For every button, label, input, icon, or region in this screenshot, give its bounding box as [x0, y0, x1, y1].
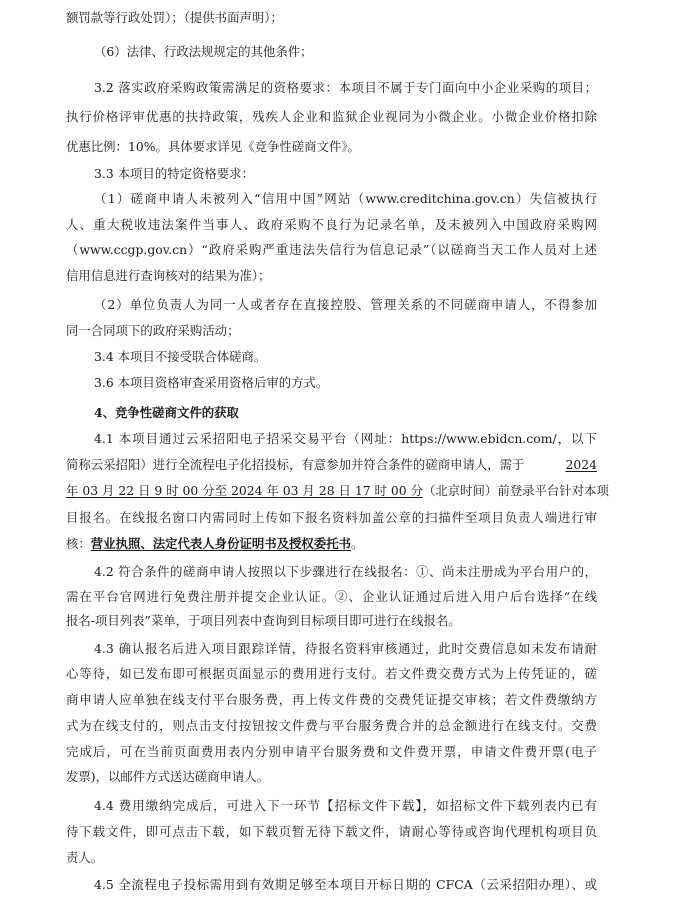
- text-line: 3.6 本项目资格审查采用资格后审的方式。: [94, 375, 329, 390]
- text-line-segment: 简称云采招阳）进行全流程电子化招投标，有意参加并符合条件的磋商申请人，需于: [66, 457, 525, 472]
- text-line: 心等待，如已发布即可根据页面显示的费用进行支付。若文件费交费方式为上传凭证的，磋: [66, 666, 597, 681]
- text-line-segment: （北京时间）前登录平台针对本项: [422, 483, 609, 498]
- text-line: （1）磋商申请人未被列入“信用中国”网站（www.creditchina.gov.cn）失信被执行: [94, 191, 597, 206]
- text-line: 4.2 符合条件的磋商申请人按照以下步骤进行在线报名：①、尚未注册成为平台用户的，: [94, 564, 597, 579]
- text-line: 发票)，以邮件方式送达磋商申请人。: [66, 769, 270, 784]
- text-line: 需在平台官网进行免费注册并提交企业认证。②、企业认证通过后进入用户后台选择“在线: [66, 589, 597, 604]
- text-line: （6）法律、行政法规规定的其他条件；: [94, 44, 313, 59]
- text-line: 待下载文件，即可点击下载，如下载页暂无待下载文件，请耐心等待或咨询代理机构项目负: [66, 824, 597, 839]
- text-line: 人、重大税收违法案件当事人、政府采购不良行为记录名单，及未被列入中国政府采购网: [66, 217, 597, 232]
- text-line: （www.ccgp.gov.cn）“政府采购严重违法失信行为信息记录”（以磋商当天工作人员对上述: [66, 242, 597, 257]
- text-line: 4.3 确认报名后进入项目跟踪详情，待报名资料审核通过，此时交费信息如未发布请耐: [94, 641, 597, 656]
- required-documents: 营业执照、法定代表人身份证明书及授权委托书: [90, 536, 351, 551]
- text-line-segment: 。: [350, 536, 364, 551]
- text-line: 目报名。在线报名窗口内需同时上传如下报名资料加盖公章的扫描件至项目负责人端进行审: [66, 510, 597, 525]
- text-line: 4.5 全流程电子投标需用到有效期足够至本项目开标日期的 CFCA（云采招阳办理）、或: [94, 877, 597, 892]
- section-heading: 4、竞争性磋商文件的获取: [94, 405, 239, 420]
- text-line: 4.4 费用缴纳完成后，可进入下一环节【招标文件下载】，如招标文件下载列表内已有: [94, 798, 597, 813]
- text-line: 完成后，可在当前页面费用表内分别申请平台服务费和文件费开票，申请文件费开票(电子: [66, 744, 597, 759]
- text-line: [66, 482, 609, 500]
- text-line: 执行价格评审优惠的扶持政策，残疾人企业和监狱企业视同为小微企业。小微企业价格扣除: [66, 109, 597, 124]
- text-line: 3.4 本项目不接受联合体磋商。: [94, 349, 267, 364]
- text-line: 4.1 本项目通过云采招阳电子招采交易平台（网址：https://www.ebidcn.com/，以下: [94, 431, 597, 446]
- text-line: 责人。: [66, 850, 104, 865]
- text-line: [66, 456, 597, 474]
- text-line: 额罚款等行政处罚）；（提供书面声明）；: [66, 10, 283, 25]
- text-line: （2）单位负责人为同一人或者存在直接控股、管理关系的不同磋商申请人，不得参加: [94, 297, 597, 312]
- text-line: 式为在线支付的，则点击支付按钮按文件费与平台服务费合并的总金额进行在线支付。交费: [66, 718, 597, 733]
- text-line: 3.2 落实政府采购政策需满足的资格要求：本项目不属于专门面向中小企业采购的项目；: [94, 80, 597, 95]
- text-line-segment: 核：: [66, 536, 91, 551]
- text-line: 报名-项目列表”菜单，于项目列表中查询到目标项目即可进行在线报名。: [66, 613, 461, 628]
- text-line: 信用信息进行查询核对的结果为准）；: [66, 268, 271, 283]
- text-line: 3.3 本项目的特定资格要求：: [94, 166, 254, 181]
- text-line: [66, 535, 363, 553]
- date-start-year: 2024: [565, 457, 597, 472]
- text-line: 同一合同项下的政府采购活动；: [66, 323, 240, 338]
- text-line: 优惠比例：10%。具体要求详见《竞争性磋商文件》。: [66, 139, 360, 154]
- registration-period: 年 03 月 22 日 9 时 00 分至 2024 年 03 月 28 日 17 时 00 分: [66, 483, 423, 498]
- text-line: 商申请人应单独在线支付平台服务费，再上传文件费的交费凭证提交审核；若文件费缴纳方: [66, 692, 597, 707]
